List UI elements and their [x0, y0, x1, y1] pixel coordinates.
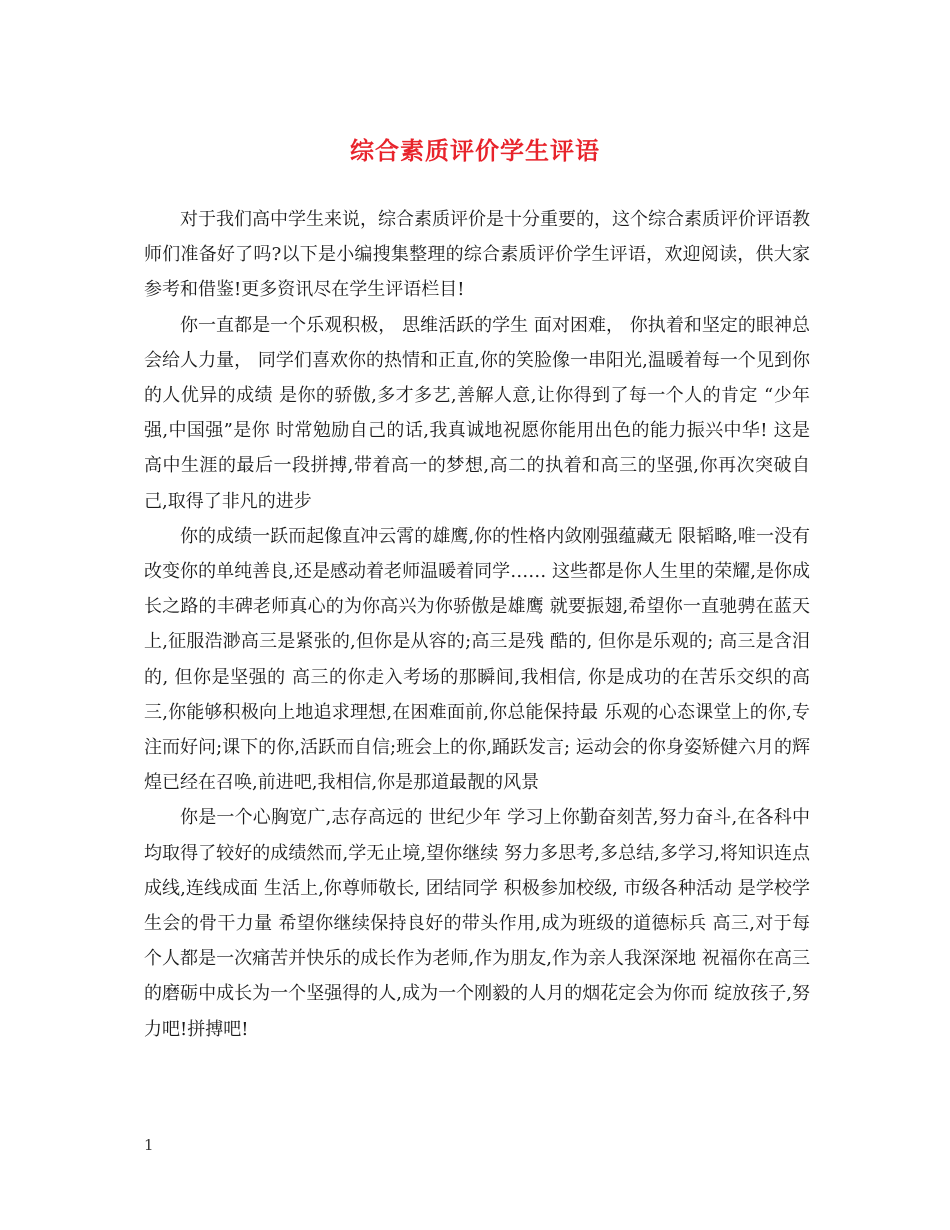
- paragraph-comment-1: 你一直都是一个乐观积极， 思维活跃的学生 面对困难， 你执着和坚定的眼神总会给人力量， 同学们喜欢你的热情和正直,你的笑脸像一串阳光,温暖着每一个见到你的人优异的成绩 是你的骄傲,多才多艺,善解人意,让你得到了每一个人的肯定 “少年强,中国强”是你 时常勉励自己的话,我真诚地祝愿你能用出色的能力振兴中华! 这是高中生涯的最后一段拼搏,带着高一的梦想,高二的执着和高三的坚强,你再次突破自己,取得了非凡的进步: [144, 314, 810, 512]
- document-body: [144, 202, 810, 1047]
- paragraph-comment-2: 你的成绩一跃而起像直冲云霄的雄鹰,你的性格内敛刚强蕴藏无 限韬略,唯一没有改变你的单纯善良,还是感动着老师温暖着同学…… 这些都是你人生里的荣耀,是你成长之路的丰碑老师真心的为你高兴为你骄傲是雄鹰 就要振翅,希望你一直驰骋在蓝天上,征服浩渺高三是紧张的,但你是从容的;高三是残 酷的, 但你是乐观的; 高三是含泪的, 但你是坚强的 高三的你走入考场的那瞬间,我相信, 你是成功的在苦乐交织的高三,你能够积极向上地追求理想,在困难面前,你总能保持最 乐观的心态课堂上的你,专注而好问;课下的你,活跃而自信;班会上的你,踊跃发言; 运动会的你身姿矫健六月的辉煌已经在召唤,前进吧,我相信,你是那道最靓的风景: [144, 525, 810, 794]
- paragraph-comment-3: 你是一个心胸宽广,志存高远的 世纪少年 学习上你勤奋刻苦,努力奋斗,在各科中均取得了较好的成绩然而,学无止境,望你继续 努力多思考,多总结,多学习,将知识连点成线,连线成面 生活上,你尊师敬长, 团结同学 积极参加校级, 市级各种活动 是学校学生会的骨干力量 希望你继续保持良好的带头作用,成为班级的道德标兵 高三,对于每个人都是一次痛苦并快乐的成长作为老师,作为朋友,作为亲人我深深地 祝福你在高三的磨砺中成长为一个坚强得的人,成为一个刚毅的人月的烟花定会为你而 绽放孩子,努力吧!拼搏吧!: [144, 807, 810, 1040]
- page-number: 1: [144, 1136, 154, 1154]
- paragraph-intro: 对于我们高中学生来说，综合素质评价是十分重要的，这个综合素质评价评语教师们准备好了吗?以下是小编搜集整理的综合素质评价学生评语，欢迎阅读，供大家参考和借鉴!更多资讯尽在学生评语栏目!: [144, 209, 810, 301]
- document-title: 综合素质评价学生评语: [350, 136, 600, 165]
